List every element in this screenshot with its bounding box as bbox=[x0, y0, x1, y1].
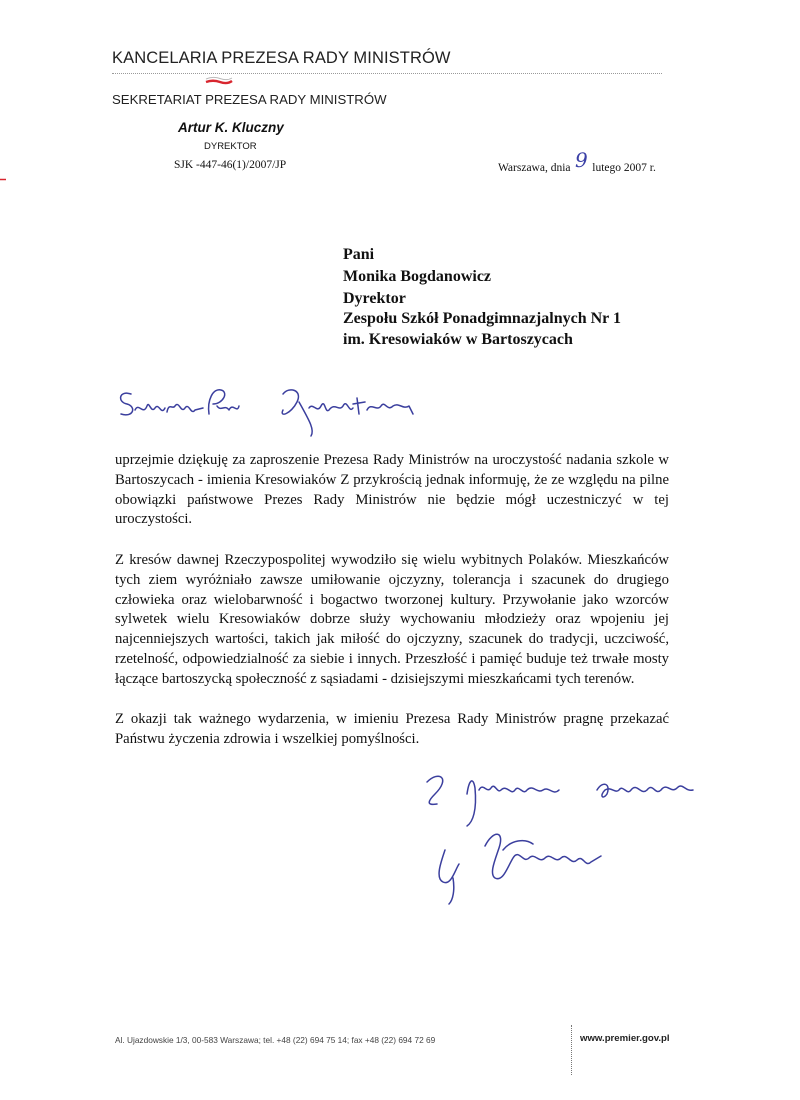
letter-paragraph: Z kresów dawnej Rzeczypospolitej wywodziło się wielu wybitnych Polaków. Mieszkańców tych ziem wyróżniało zawsze umiłowanie ojczyzny, tolerancja i szacunek do drugiego człowieka oraz wielobarwność i bogactwo tworzonej kultury. Przywołanie jako wzorców sylwetek wielu Kresowiaków dobrze służy wychowaniu młodzieży oraz wpojeniu jej najcenniejszych wartości, takich jak miłość do ojczyzny, szacunek do tradycji, uczciwość, rzetelność, odpowiedzialność za siebie i innych. Przeszłość i pamięć buduje też trwałe mosty łączące bartoszycką społeczność z sąsiadami - dzisiejszymi mieszkańcami tych terenów. bbox=[115, 552, 669, 687]
reference-number: SJK -447-46(1)/2007/JP bbox=[174, 159, 287, 171]
recipient-line: Pani bbox=[343, 246, 375, 263]
footer-divider bbox=[571, 1025, 572, 1075]
secretariat-heading: SEKRETARIAT PREZESA RADY MINISTRÓW bbox=[112, 92, 387, 107]
recipient-line: Zespołu Szkół Ponadgimnazjalnych Nr 1 bbox=[343, 310, 621, 327]
letter-date bbox=[498, 148, 656, 174]
director-title: DYREKTOR bbox=[204, 141, 257, 152]
recipient-line: im. Kresowiaków w Bartoszycach bbox=[343, 331, 573, 348]
director-name: Artur K. Kluczny bbox=[178, 120, 284, 135]
handwritten-closing-signature bbox=[415, 760, 715, 915]
header-divider bbox=[112, 73, 662, 74]
chancellery-heading: KANCELARIA PREZESA RADY MINISTRÓW bbox=[112, 49, 451, 67]
footer-address: Al. Ujazdowskie 1/3, 00-583 Warszawa; tel. +48 (22) 694 75 14; fax +48 (22) 694 72 69 bbox=[115, 1035, 436, 1045]
handwritten-salutation bbox=[113, 380, 433, 440]
recipient-line: Monika Bogdanowicz bbox=[343, 268, 492, 285]
date-prefix: Warszawa, dnia bbox=[498, 162, 571, 174]
letter-paragraph: uprzejmie dziękuję za zaproszenie Prezesa Rady Ministrów na uroczystość nadania szkole w Bartoszycach - imienia Kresowiaków Z przykrością jednak informuję, że ze względu na pilne obowiązki państwowe Prezes Rady Ministrów nie będzie mógł uczestniczyć w tej uroczystości. bbox=[115, 452, 669, 528]
letter-paragraph: Z okazji tak ważnego wydarzenia, w imieniu Prezesa Rady Ministrów pragnę przekazać Państwu życzenia zdrowia i wszelkiej pomyślności. bbox=[115, 711, 669, 747]
margin-tick-mark bbox=[0, 178, 6, 181]
recipient-line: Dyrektor bbox=[343, 290, 406, 307]
footer-website-link[interactable]: www.premier.gov.pl bbox=[580, 1033, 670, 1044]
polish-flag-icon bbox=[205, 76, 233, 85]
date-day-handwritten: 9 bbox=[575, 148, 588, 172]
date-suffix: lutego 2007 r. bbox=[592, 162, 656, 174]
